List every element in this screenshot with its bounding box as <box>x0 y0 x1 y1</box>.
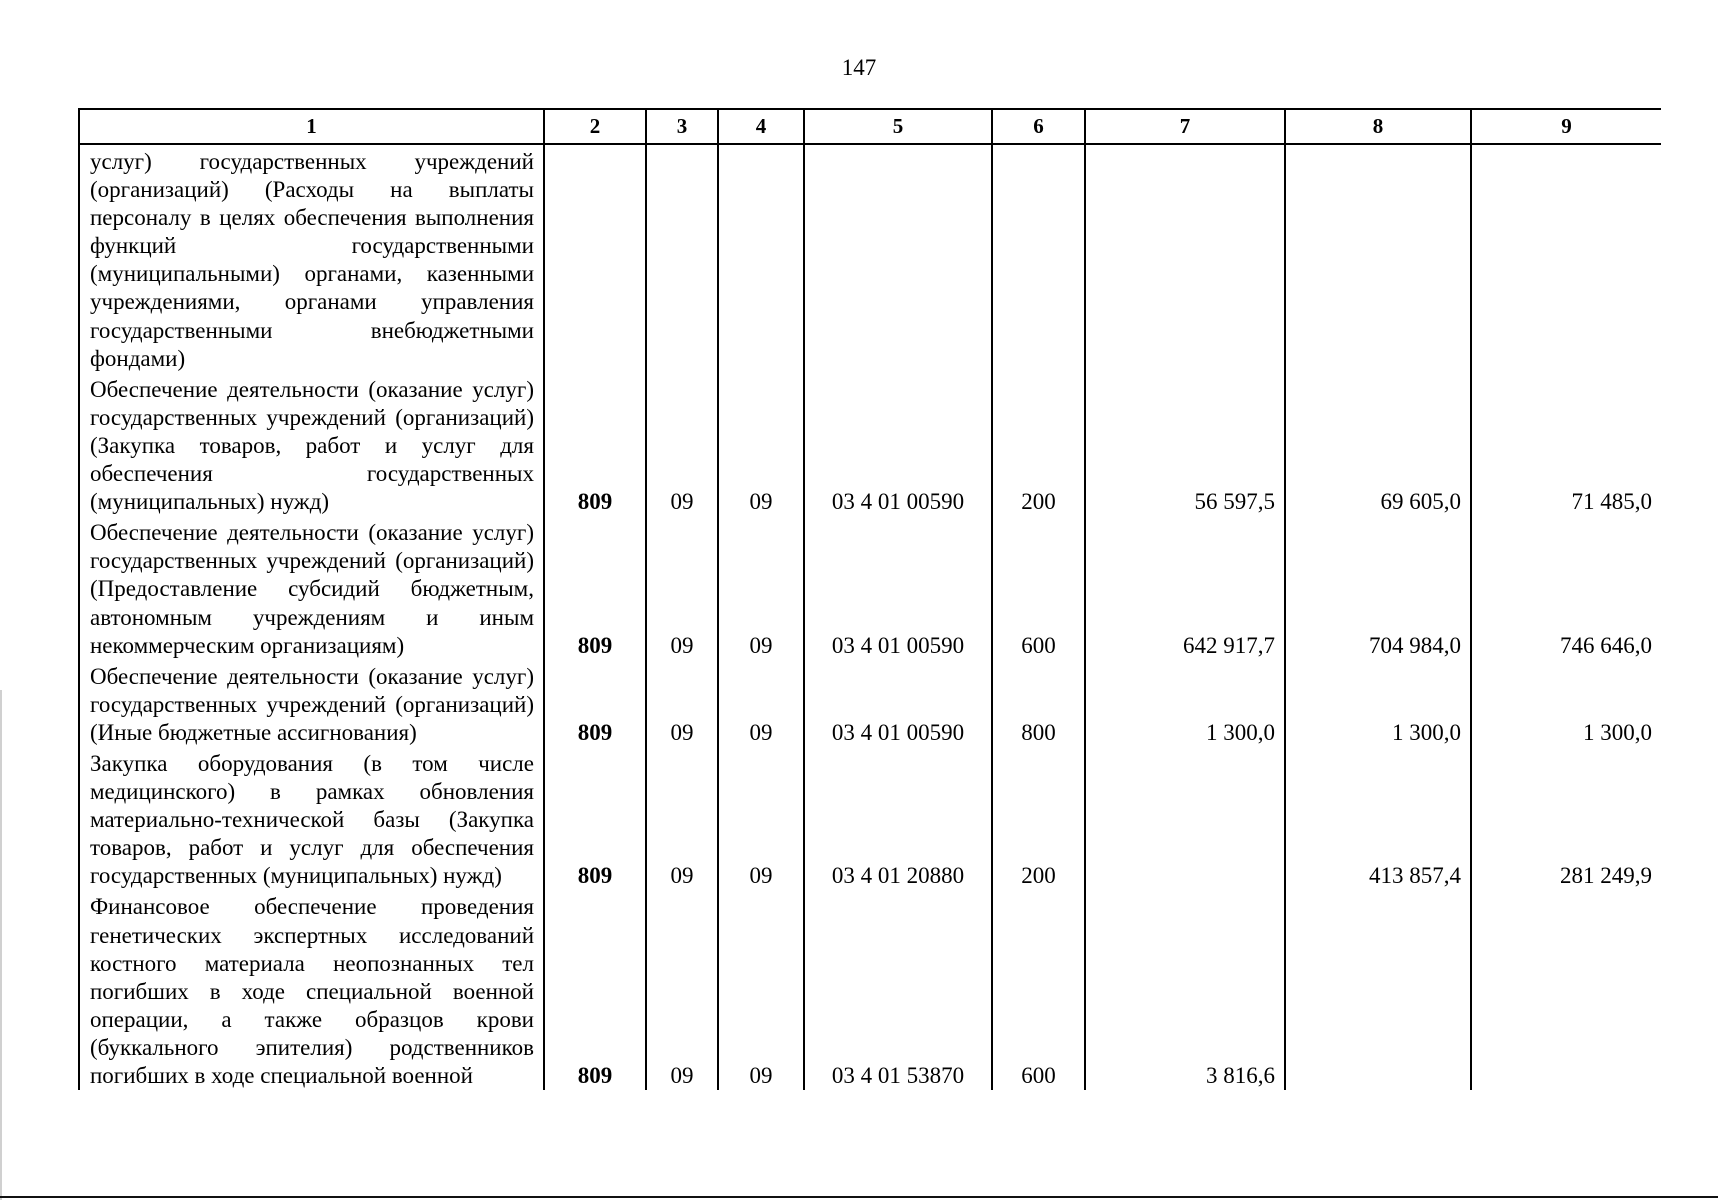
amount-col-9 <box>1471 890 1661 1090</box>
grbs-code: 809 <box>544 747 646 890</box>
amount-col-7: 1 300,0 <box>1085 660 1285 747</box>
table-row <box>79 747 1661 890</box>
column-header-9: 9 <box>1471 109 1661 144</box>
amount-col-7: 642 917,7 <box>1085 516 1285 659</box>
section-code: 09 <box>646 516 718 659</box>
grbs-code: 809 <box>544 373 646 516</box>
amount-col-8 <box>1285 890 1471 1090</box>
section-code: 09 <box>646 747 718 890</box>
budget-table-area <box>78 108 1661 1100</box>
column-header-8: 8 <box>1285 109 1471 144</box>
amount-col-8: 1 300,0 <box>1285 660 1471 747</box>
target-article-code: 03 4 01 20880 <box>804 747 992 890</box>
target-article-code <box>804 144 992 373</box>
expense-type-code <box>992 144 1085 373</box>
table-row <box>79 373 1661 516</box>
expense-type-code: 800 <box>992 660 1085 747</box>
amount-col-9: 71 485,0 <box>1471 373 1661 516</box>
row-description: Обеспечение деятельности (оказание услуг) государственных учреждений (организаций) (Закупка товаров, работ и услуг для обеспечения государственных (муниципальных) нужд) <box>79 373 544 516</box>
target-article-code: 03 4 01 00590 <box>804 373 992 516</box>
subsection-code: 09 <box>718 516 804 659</box>
amount-col-9: 281 249,9 <box>1471 747 1661 890</box>
section-code: 09 <box>646 890 718 1090</box>
subsection-code: 09 <box>718 747 804 890</box>
column-header-4: 4 <box>718 109 804 144</box>
grbs-code: 809 <box>544 660 646 747</box>
expense-type-code: 600 <box>992 890 1085 1090</box>
expense-type-code: 200 <box>992 747 1085 890</box>
amount-col-9 <box>1471 144 1661 373</box>
row-description: Финансовое обеспечение проведения генетических экспертных исследований костного материала неопознанных тел погибших в ходе специальной военной операции, а также образцов крови (буккального эпителия) родственников погибших в ходе специальной военной <box>79 890 544 1090</box>
grbs-code: 809 <box>544 516 646 659</box>
amount-col-8 <box>1285 144 1471 373</box>
amount-col-8: 413 857,4 <box>1285 747 1471 890</box>
budget-table <box>78 108 1661 1090</box>
column-header-5: 5 <box>804 109 992 144</box>
grbs-code: 809 <box>544 890 646 1090</box>
subsection-code: 09 <box>718 660 804 747</box>
subsection-code <box>718 144 804 373</box>
row-description: Закупка оборудования (в том числе медицинского) в рамках обновления материально-технической базы (Закупка товаров, работ и услуг для обеспечения государственных (муниципальных) нужд) <box>79 747 544 890</box>
row-description: Обеспечение деятельности (оказание услуг) государственных учреждений (организаций) (Предоставление субсидий бюджетным, автономным учреждениям и иным некоммерческим организациям) <box>79 516 544 659</box>
expense-type-code: 600 <box>992 516 1085 659</box>
subsection-code: 09 <box>718 373 804 516</box>
table-row <box>79 890 1661 1090</box>
table-row <box>79 144 1661 373</box>
amount-col-7 <box>1085 144 1285 373</box>
column-header-7: 7 <box>1085 109 1285 144</box>
amount-col-7: 56 597,5 <box>1085 373 1285 516</box>
target-article-code: 03 4 01 00590 <box>804 660 992 747</box>
column-header-3: 3 <box>646 109 718 144</box>
section-code: 09 <box>646 660 718 747</box>
table-row <box>79 660 1661 747</box>
grbs-code <box>544 144 646 373</box>
amount-col-7: 3 816,6 <box>1085 890 1285 1090</box>
scan-shadow <box>0 690 2 1200</box>
column-number-header-row <box>79 109 1661 144</box>
amount-col-8: 69 605,0 <box>1285 373 1471 516</box>
scan-edge-line <box>0 1196 1718 1198</box>
column-header-2: 2 <box>544 109 646 144</box>
amount-col-9: 746 646,0 <box>1471 516 1661 659</box>
expense-type-code: 200 <box>992 373 1085 516</box>
column-header-1: 1 <box>79 109 544 144</box>
page-number: 147 <box>841 55 877 80</box>
amount-col-7 <box>1085 747 1285 890</box>
amount-col-9: 1 300,0 <box>1471 660 1661 747</box>
table-row <box>79 516 1661 659</box>
row-description: Обеспечение деятельности (оказание услуг) государственных учреждений (организаций) (Иные бюджетные ассигнования) <box>79 660 544 747</box>
column-header-6: 6 <box>992 109 1085 144</box>
row-description: услуг) государственных учреждений (организаций) (Расходы на выплаты персоналу в целях обеспечения выполнения функций государственными (муниципальными) органами, казенными учреждениями, органами управления государственными внебюджетными фондами) <box>79 144 544 373</box>
amount-col-8: 704 984,0 <box>1285 516 1471 659</box>
target-article-code: 03 4 01 53870 <box>804 890 992 1090</box>
subsection-code: 09 <box>718 890 804 1090</box>
section-code: 09 <box>646 373 718 516</box>
target-article-code: 03 4 01 00590 <box>804 516 992 659</box>
section-code <box>646 144 718 373</box>
